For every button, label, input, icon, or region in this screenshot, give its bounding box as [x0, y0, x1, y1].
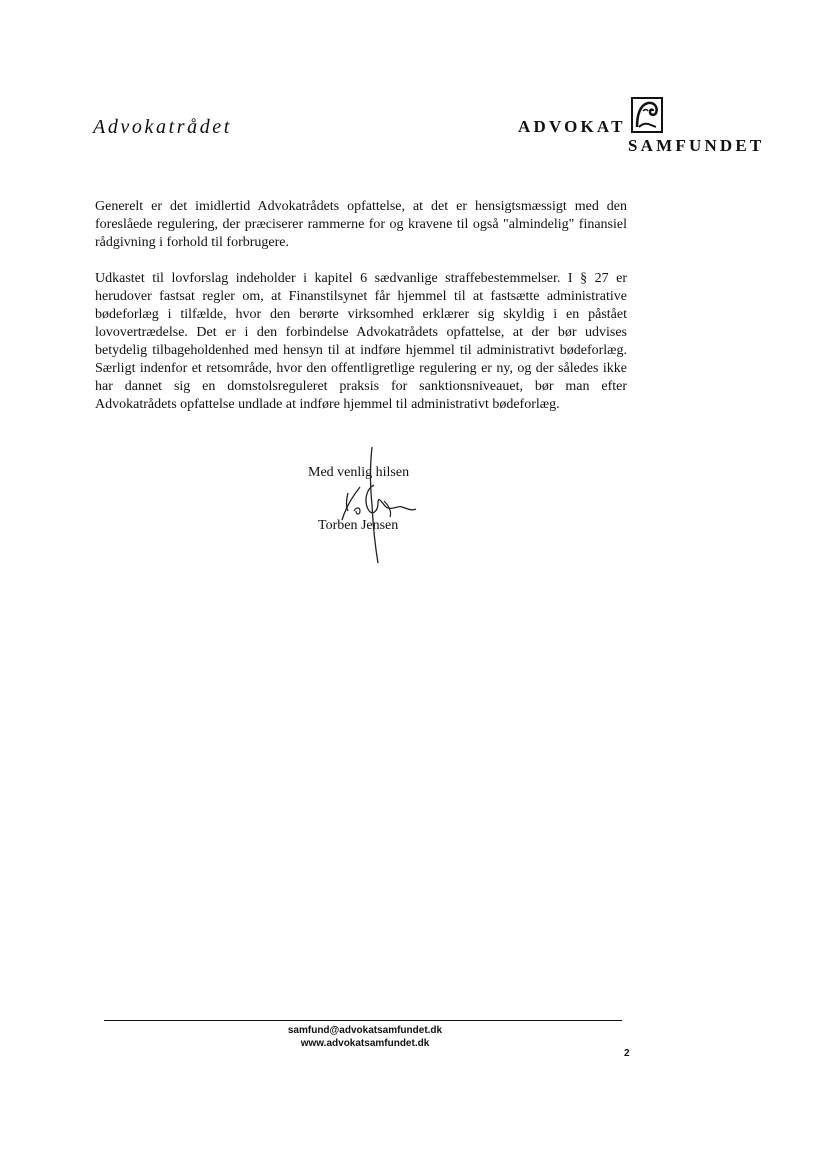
footer-email: samfund@advokatsamfundet.dk [287, 1025, 443, 1036]
page-number: 2 [624, 1048, 630, 1059]
advokatraadet-title: Advokatrådet [93, 116, 232, 138]
closing-greeting: Med venlig hilsen [308, 465, 410, 480]
paragraph: Udkastet til lovforslag indeholder i kapitel 6 sædvanlige straffebestemmelser. I § 27 er herudover fastsat regler om, at Finanstilsynet får hjemmel til at fastsætte administrative bødeforlæg i tilfælde, hvor den berørte virksomhed erklærer sig skyldig i en påstået lovovertrædelse. Det er i den forbindelse Advokatrådets opfattelse, at der bør udvises betydelig tilbageholdenhed med hensyn til at indføre hjemmel til administrativt bødeforlæg. Særligt indenfor et retsområde, hvor den offentligretlige regulering er ny, og der således ikke har dannet sig en domstolsreguleret praksis for sanktionsniveauet, bør man efter Advokatrådets opfattelse undlade at indføre hjemmel til administrativt bødeforlæg. [95, 271, 627, 412]
advokatsamfundet-logo-icon [631, 97, 663, 133]
footer-divider [104, 1020, 622, 1021]
logo-text-advokat: ADVOKAT [518, 117, 626, 136]
signer-name: Torben Jensen [318, 518, 399, 533]
handwritten-signature [320, 445, 430, 570]
paragraph: Generelt er det imidlertid Advokatrådets opfattelse, at det er hensigtsmæssigt med den foreslåede regulering, der præciserer rammerne for og kravene til også "almindelig" finansiel rådgivning i forhold til forbrugere. [95, 199, 627, 250]
footer-website: www.advokatsamfundet.dk [300, 1038, 430, 1049]
logo-text-samfundet: SAMFUNDET [628, 136, 765, 155]
